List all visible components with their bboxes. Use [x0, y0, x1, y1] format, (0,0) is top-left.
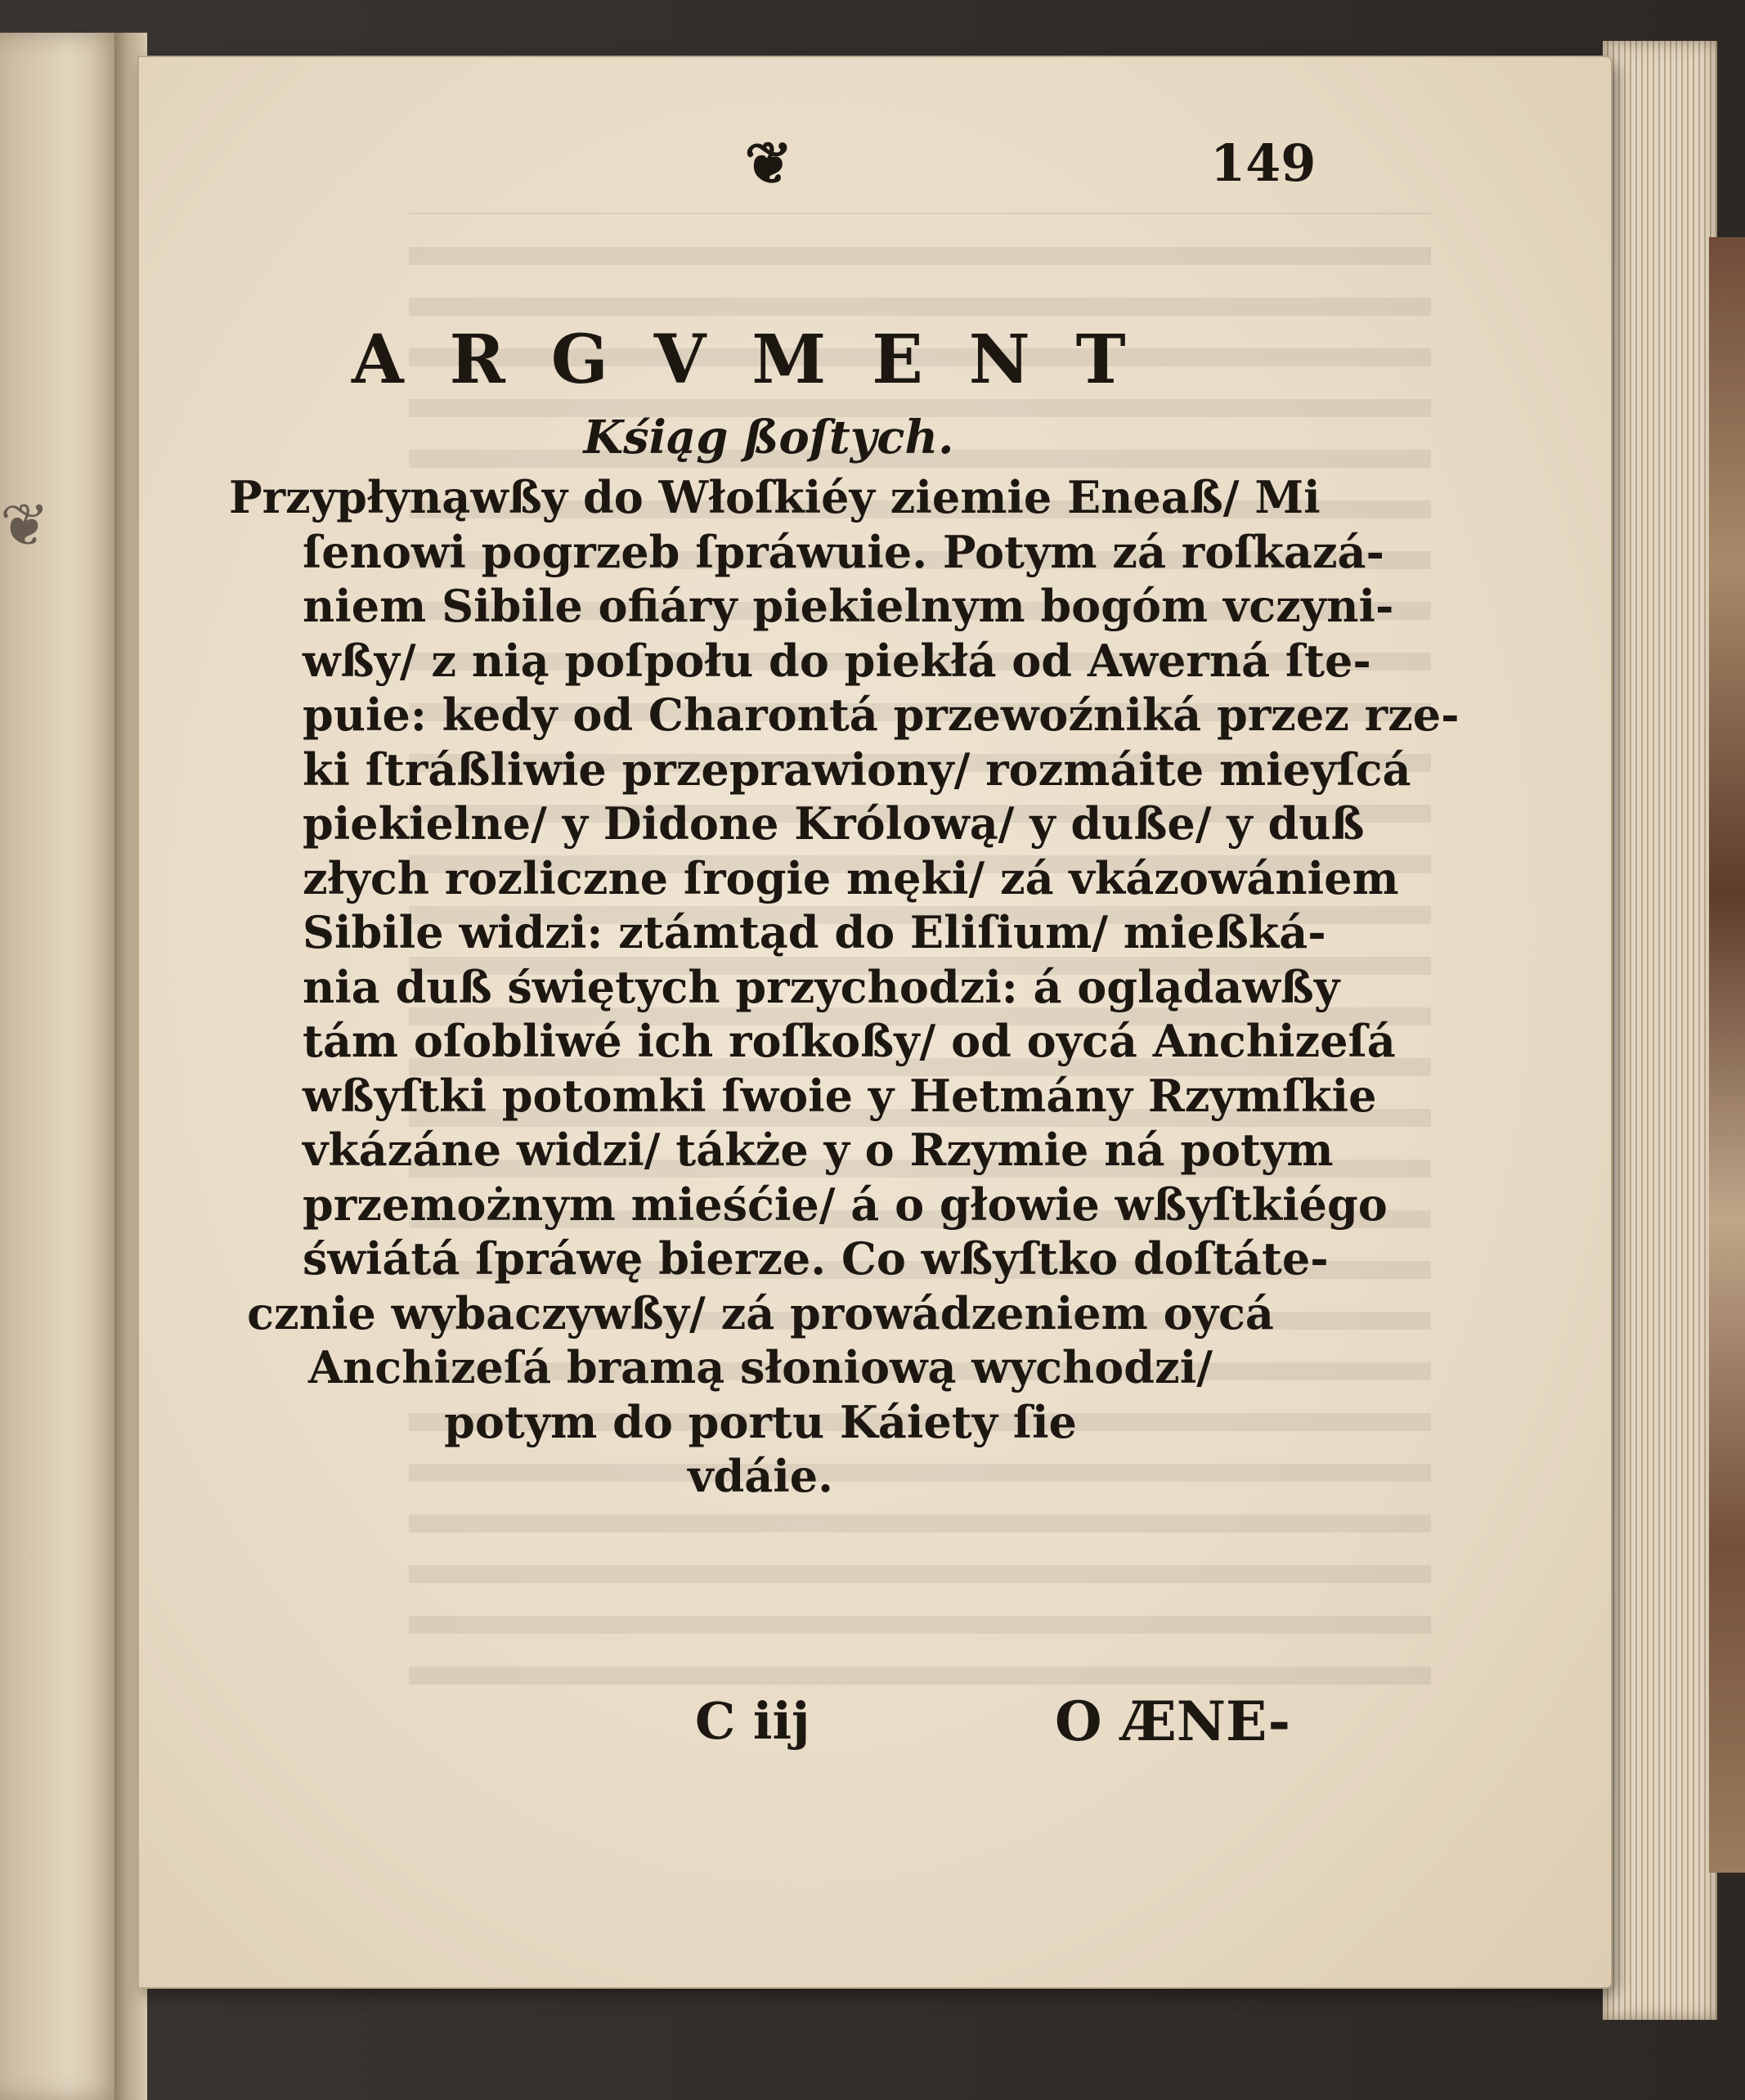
- text-line: puie: kedy od Charontá przewoźniká przez rze-: [303, 689, 1460, 741]
- text-line: tám oſobliwé ich roſkoßy/ od oycá Anchizeſá: [303, 1015, 1396, 1067]
- text-line: wßyſtki potomki ſwoie y Hetmány Rzymſkie: [303, 1069, 1377, 1122]
- text-line: vdáie.: [688, 1450, 833, 1502]
- catchword: O ÆNE-: [1055, 1689, 1290, 1753]
- fleuron-icon: ❦: [744, 129, 793, 197]
- text-line: ſenowi pogrzeb ſpráwuie. Potym zá roſkazá-: [303, 525, 1384, 578]
- text-line: Sibile widzi: ztámtąd do Eliſium/ mießká-: [303, 906, 1326, 958]
- text-line: vkázáne widzi/ tákże y o Rzymie ná potym: [303, 1124, 1334, 1176]
- text-line: cznie wybaczywßy/ zá prowádzeniem oycá: [247, 1286, 1274, 1339]
- text-line: piekielne/ y Didone Królową/ y duße/ y duß: [303, 797, 1365, 850]
- text-line: niem Sibile ofiáry piekielnym bogóm vczyni-: [303, 580, 1394, 632]
- text-line: przemożnym mieśćie/ á o głowie wßyſtkiégo: [303, 1178, 1388, 1231]
- page-title: ARGVMENT: [352, 321, 1172, 399]
- text-line: świátá ſpráwę bierze. Co wßyſtko doſtáte-: [303, 1232, 1329, 1285]
- marbled-board: [1709, 237, 1745, 1873]
- text-line: Przypłynąwßy do Włoſkiéy ziemie Eneaß/ Mi: [229, 471, 1321, 523]
- text-line: Anchizeſá bramą słoniową wychodzi/: [308, 1341, 1213, 1393]
- text-line: złych rozliczne ſrogie męki/ zá vkázowániem: [303, 851, 1399, 904]
- left-page: [0, 33, 123, 2100]
- text-line: wßy/ z nią poſpołu do piekłá od Awerná ſte-: [303, 634, 1371, 687]
- argument-text: [229, 470, 1460, 1566]
- page-number: 149: [1210, 133, 1317, 193]
- page-subtitle: Kśiąg ßoſtych.: [583, 411, 954, 464]
- text-line: potym do portu Káiety ſie: [444, 1395, 1077, 1448]
- text-line: ki ſtráßliwie przeprawiony/ rozmáite mieyſcá: [303, 743, 1411, 796]
- page-edges: [1603, 41, 1717, 2020]
- left-page-ornament: ❦: [0, 491, 50, 559]
- text-line: nia duß świętych przychodzi: á oglądawßy: [303, 960, 1340, 1013]
- signature-mark: C iij: [695, 1691, 810, 1751]
